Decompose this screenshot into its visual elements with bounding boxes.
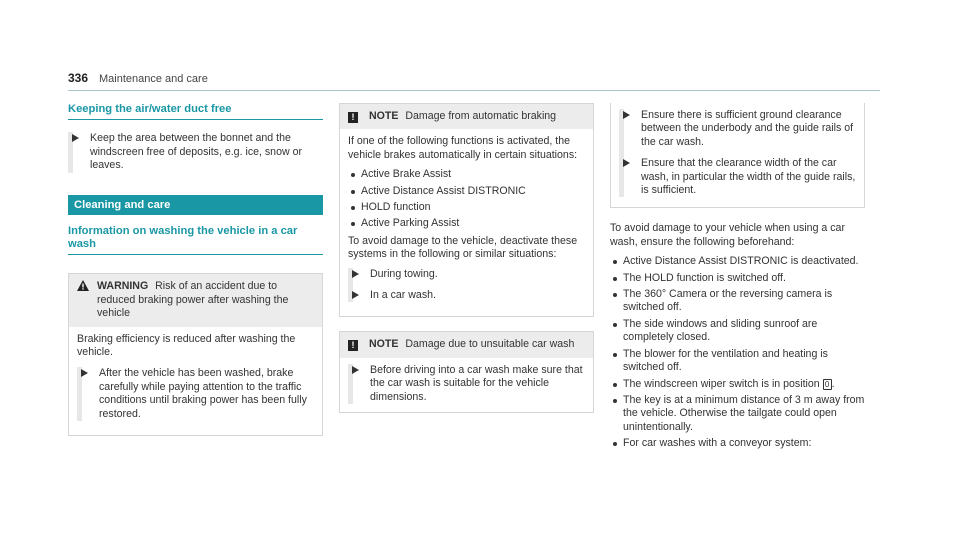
note-intro: If one of the following functions is activated, the vehicle brakes automatically in certain situations: <box>348 135 578 161</box>
list-item: The side windows and sliding sunroof are completely closed. <box>610 318 865 345</box>
list-item: HOLD function <box>348 201 585 214</box>
step-arrow-icon <box>352 291 359 299</box>
notice-icon: ! <box>348 340 358 351</box>
wiper-position-zero-icon: 0 <box>823 379 832 390</box>
duct-step: Keep the area between the bonnet and the windscreen free of deposits, e.g. ice, snow or leaves. <box>68 132 323 172</box>
note-title: Damage from automatic braking <box>405 110 557 122</box>
step-arrow-icon <box>81 369 88 377</box>
list-item: The 360° Camera or the reversing camera is switched off. <box>610 288 865 315</box>
page-header <box>68 72 880 91</box>
duct-heading: Keeping the air/water duct free <box>68 103 323 120</box>
list-item: The key is at a minimum distance of 3 m away from the vehicle. Otherwise the tailgate could open unintentionally. <box>610 394 865 434</box>
column-3 <box>610 103 865 455</box>
list-item: Active Parking Assist <box>348 217 585 230</box>
step-arrow-icon <box>352 366 359 374</box>
note-avoid: To avoid damage to the vehicle, deactivate these systems in the following or similar situations: <box>348 234 578 261</box>
carwash-step: Ensure there is sufficient ground clearance between the underbody and the guide rails of the car wash. <box>619 109 856 149</box>
warning-label: WARNING <box>97 280 149 293</box>
section-bar: Cleaning and care <box>68 195 323 215</box>
note-box-braking <box>339 103 594 317</box>
warning-header <box>69 274 322 326</box>
carwash-checklist <box>610 255 865 450</box>
list-item: Active Brake Assist <box>348 168 585 181</box>
step-arrow-icon <box>352 270 359 278</box>
note-step: In a car wash. <box>348 289 585 302</box>
warning-body <box>69 327 322 435</box>
column-2 <box>339 103 594 413</box>
carwash-intro: To avoid damage to your vehicle when using a car wash, ensure the following beforehand: <box>610 222 845 248</box>
list-item: For car washes with a conveyor system: <box>610 437 865 450</box>
step-arrow-icon <box>623 111 630 119</box>
duct-step-group <box>68 132 323 172</box>
note-step: During towing. <box>348 268 585 281</box>
notice-icon: ! <box>348 112 358 123</box>
section-title: Maintenance and care <box>98 73 208 85</box>
note-header <box>340 332 593 357</box>
carwash-continued-box <box>610 103 865 208</box>
warning-box <box>68 273 323 436</box>
list-item: The blower for the ventilation and heating is switched off. <box>610 348 865 375</box>
list-item: Active Distance Assist DISTRONIC <box>348 185 585 198</box>
note-title: Damage due to unsuitable car wash <box>405 338 575 351</box>
note-header <box>340 104 593 129</box>
warning-step: After the vehicle has been washed, brake carefully while paying attention to the traffic conditions until braking power has been fully restored. <box>77 367 314 421</box>
warning-title: Risk of an accident due to reduced braking power after washing the vehicle <box>97 280 289 320</box>
page-number: 336 <box>68 71 89 85</box>
note-label: NOTE <box>368 338 399 351</box>
list-item: The HOLD function is switched off. <box>610 272 865 285</box>
note-step: Before driving into a car wash make sure that the car wash is suitable for the vehicle dimensions. <box>348 364 585 404</box>
note-label: NOTE <box>368 110 399 122</box>
list-item: The windscreen wiper switch is in position 0 . <box>610 378 865 391</box>
list-item: Active Distance Assist DISTRONIC is deactivated. <box>610 255 865 268</box>
warning-text: Braking efficiency is reduced after washing the vehicle. <box>77 332 296 359</box>
step-arrow-icon <box>623 159 630 167</box>
carwash-step: Ensure that the clearance width of the car wash, in particular the width of the guide rails, is sufficient. <box>619 157 856 197</box>
step-arrow-icon <box>72 134 79 142</box>
warning-triangle-icon <box>77 280 89 320</box>
column-1 <box>68 103 323 436</box>
wash-heading: Information on washing the vehicle in a car wash <box>68 225 323 256</box>
note-box-carwash <box>339 331 594 413</box>
function-list <box>348 168 585 231</box>
